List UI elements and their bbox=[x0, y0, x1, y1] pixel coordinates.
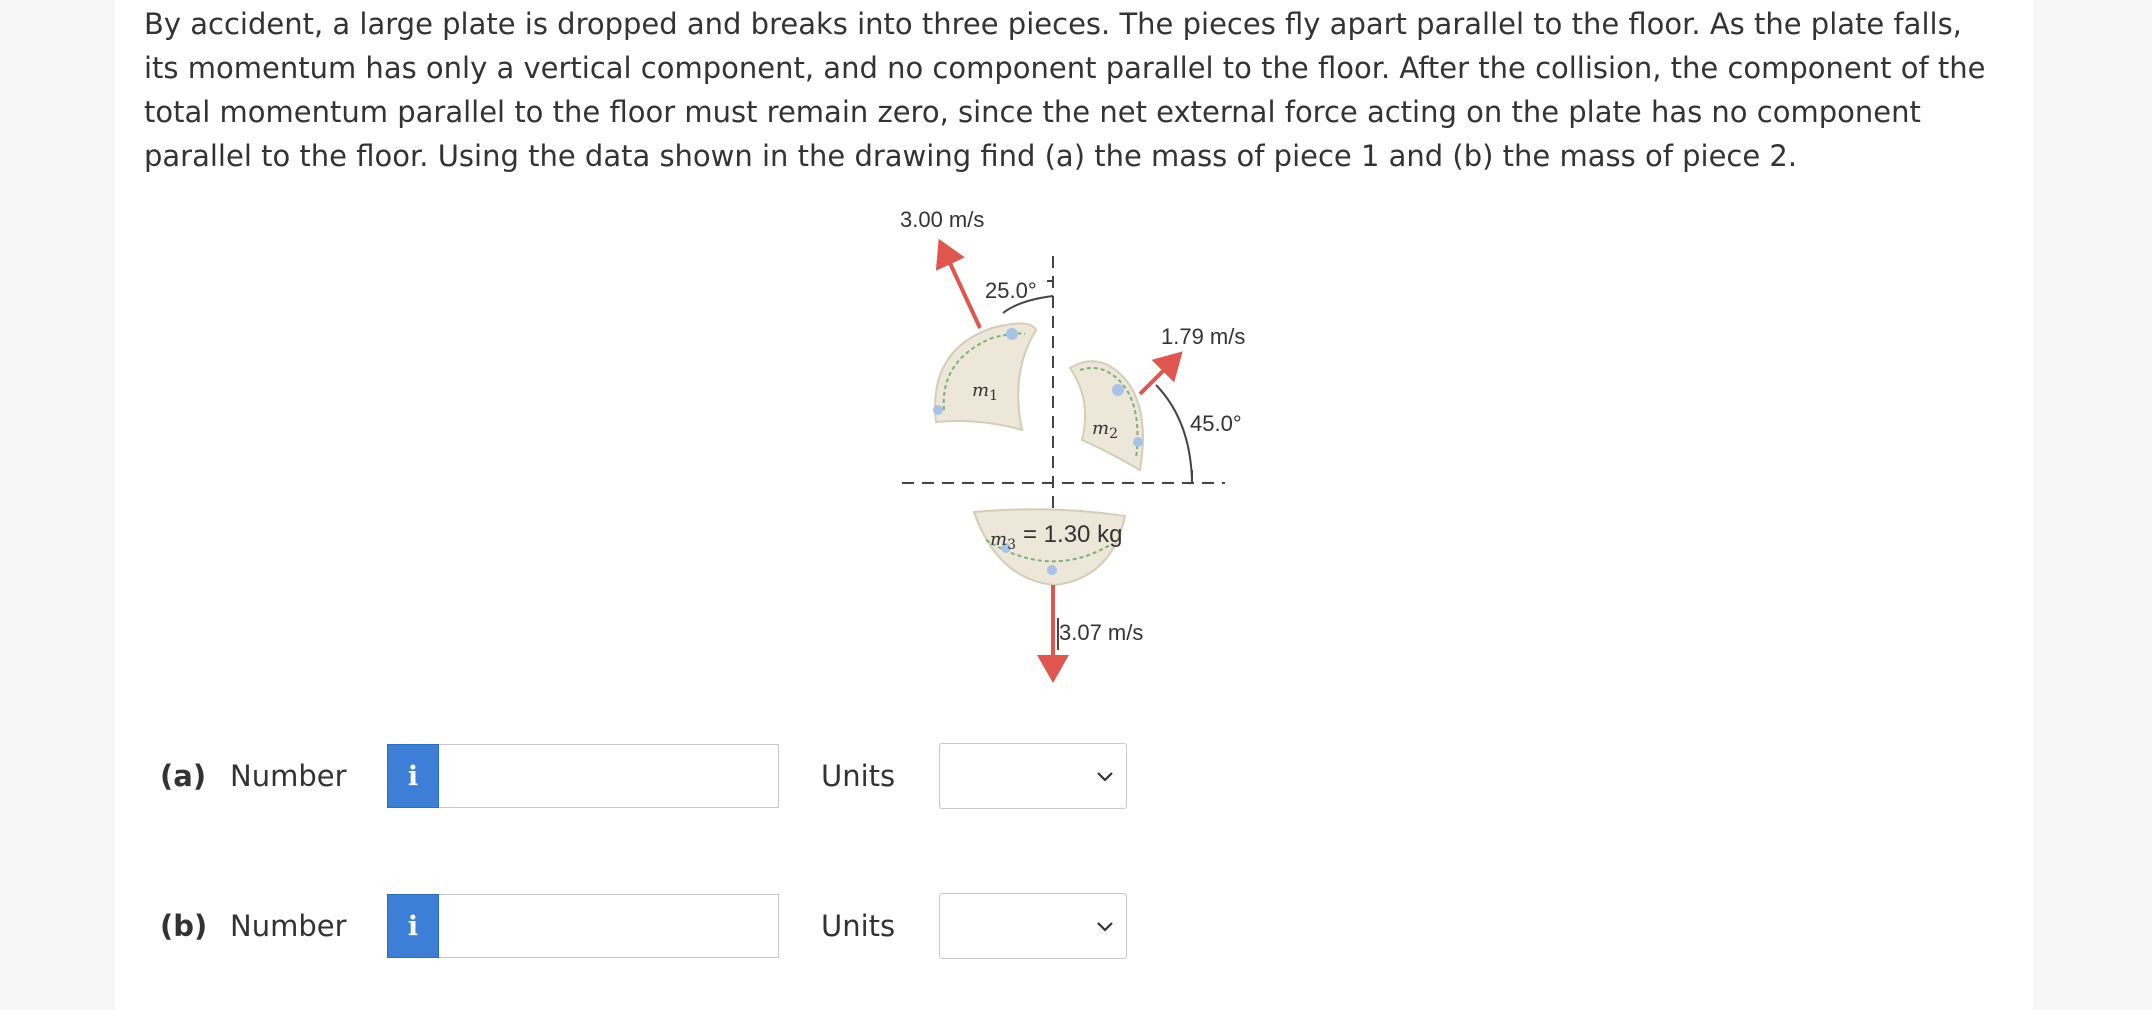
m3-label: $m_3$ bbox=[990, 529, 1016, 553]
number-input-a[interactable] bbox=[439, 744, 779, 808]
angle-arc-2 bbox=[1156, 385, 1192, 480]
units-select-a[interactable] bbox=[939, 743, 1127, 809]
number-input-b[interactable] bbox=[439, 894, 779, 958]
velocity-arrow-1 bbox=[942, 246, 980, 328]
m2-label: $m_2$ bbox=[1092, 418, 1118, 442]
velocity-3-label: 3.07 m/s bbox=[1059, 620, 1144, 645]
velocity-2-label: 1.79 m/s bbox=[1161, 324, 1246, 349]
units-label-b: Units bbox=[821, 909, 896, 943]
chevron-down-icon bbox=[1092, 913, 1118, 939]
m1-label: $m_1$ bbox=[972, 380, 998, 404]
info-icon[interactable]: i bbox=[387, 894, 439, 958]
question-text: By accident, a large plate is dropped and breaks into three pieces. The pieces fly apart parallel to the floor. As the plate falls, its momentum has only a vertical component, and no component parallel to the floor. After the collision, the component of the total momentum parallel to the floor must remain zero, since the net external force acting on the plate has no component parallel to the floor. Using the data shown in the drawing find (a) the mass of piece 1 and (b) the mass of piece 2. bbox=[144, 7, 1986, 173]
number-label-b: Number bbox=[230, 909, 347, 943]
plate-piece-2 bbox=[1070, 361, 1143, 470]
units-select-b[interactable] bbox=[939, 893, 1127, 959]
chevron-down-icon bbox=[1092, 763, 1118, 789]
units-label-a: Units bbox=[821, 759, 896, 793]
angle-1-label: 25.0° bbox=[985, 278, 1037, 303]
number-label-a: Number bbox=[230, 759, 347, 793]
answer-row-a bbox=[160, 743, 1127, 809]
part-a-label: (a) bbox=[160, 759, 207, 793]
angle-2-label: 45.0° bbox=[1190, 411, 1242, 436]
answer-row-b bbox=[160, 893, 1127, 959]
part-b-label: (b) bbox=[160, 909, 208, 943]
m3-value: = 1.30 kg bbox=[1023, 521, 1123, 548]
info-icon[interactable]: i bbox=[387, 744, 439, 808]
velocity-1-label: 3.00 m/s bbox=[900, 207, 985, 232]
plate-piece-1 bbox=[935, 323, 1036, 430]
